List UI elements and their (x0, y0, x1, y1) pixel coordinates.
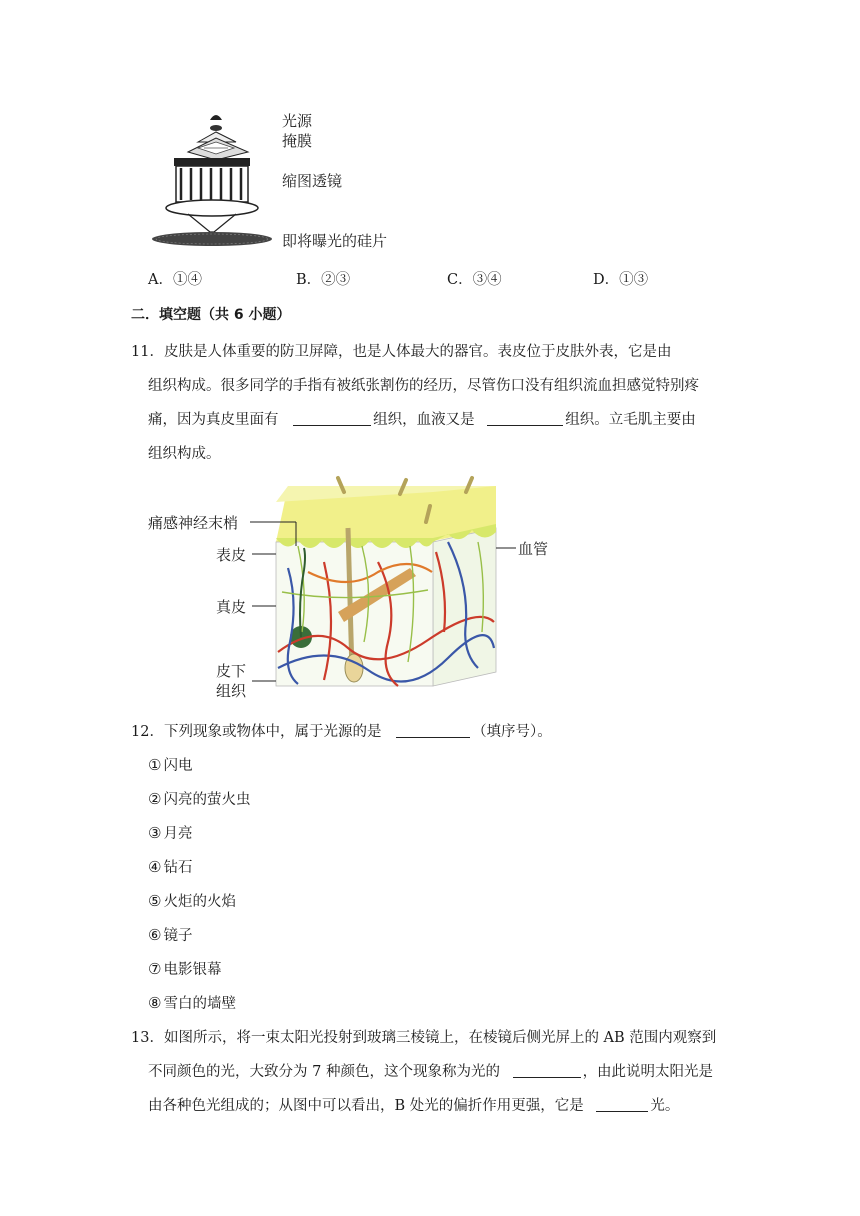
q12-item-text: 闪电 (163, 758, 193, 774)
q12-blank[interactable] (396, 723, 470, 738)
q12-item-number: ⑦ (148, 960, 162, 978)
q13-line-2 (148, 1060, 713, 1081)
lithography-diagram (148, 108, 298, 253)
q13-line-3-part-b: 光。 (650, 1098, 680, 1114)
option-c[interactable]: C．③④ (447, 272, 502, 288)
label-reduction-lens: 缩图透镜 (282, 172, 343, 190)
q12-item-number: ⑥ (148, 926, 162, 944)
q12-item-text: 电影银幕 (163, 962, 222, 978)
q12-item-text: 月亮 (163, 826, 193, 842)
label-subcutaneous-1: 皮下 (216, 662, 247, 680)
q11-line-1: 11．皮肤是人体重要的防卫屏障，也是人体最大的器官。表皮位于皮肤外表，它是由 (131, 344, 672, 360)
q13-line-3 (148, 1094, 679, 1115)
label-blood-vessel: 血管 (518, 540, 549, 558)
q12-item-number: ① (148, 756, 162, 774)
q12-item-3 (148, 822, 192, 843)
q13-line-2-part-a: 不同颜色的光，大致分为 7 种颜色，这个现象称为光的 (148, 1064, 500, 1080)
q11-blank-2[interactable] (487, 411, 563, 426)
option-a[interactable]: A．①④ (148, 272, 202, 288)
q12-item-7 (148, 958, 221, 979)
label-epidermis: 表皮 (216, 546, 247, 564)
q13-blank-2[interactable] (596, 1097, 648, 1112)
option-d[interactable]: D．①③ (593, 272, 649, 288)
skin-diagram (148, 472, 568, 704)
label-mask: 掩膜 (282, 132, 313, 150)
q12-item-text: 钻石 (163, 860, 193, 876)
label-dermis: 真皮 (216, 598, 247, 616)
q10-options (148, 268, 768, 292)
q12-item-text: 雪白的墙壁 (163, 996, 236, 1012)
q11-line-3-part-b: 组织，血液又是 (373, 412, 475, 428)
label-pain-nerve-ending: 痛感神经末梢 (148, 514, 239, 532)
q12-item-4 (148, 856, 192, 877)
q12-item-text: 闪亮的萤火虫 (163, 792, 251, 808)
section-heading: 二．填空题（共 6 小题） (131, 307, 291, 323)
q12-item-number: ② (148, 790, 162, 808)
q11-line-3-part-c: 组织。立毛肌主要由 (565, 412, 696, 428)
skin-figure (148, 472, 568, 704)
q12-item-number: ③ (148, 824, 162, 842)
q13-line-3-part-a: 由各种色光组成的；从图中可以看出，B 处光的偏折作用更强，它是 (148, 1098, 584, 1114)
q12-item-number: ④ (148, 858, 162, 876)
q13-line-1: 13．如图所示，将一束太阳光投射到玻璃三棱镜上，在棱镜后侧光屏上的 AB 范围内观察到 (131, 1030, 717, 1046)
option-b[interactable]: B．②③ (296, 272, 351, 288)
q12-item-number: ⑤ (148, 892, 162, 910)
label-light-source: 光源 (282, 112, 313, 130)
q12-item-8 (148, 992, 236, 1013)
q12-item-text: 镜子 (163, 928, 193, 944)
q12-stem-part-a: 12．下列现象或物体中，属于光源的是 (131, 724, 382, 740)
q12-item-2 (148, 788, 250, 809)
label-silicon-wafer: 即将曝光的硅片 (282, 232, 388, 250)
q12-item-text: 火炬的火焰 (163, 894, 236, 910)
q13-blank-1[interactable] (513, 1063, 581, 1078)
label-subcutaneous-2: 组织 (216, 682, 247, 700)
q12-item-1 (148, 754, 192, 775)
q11-line-3-part-a: 痛，因为真皮里面有 (148, 412, 279, 428)
q11-line-4: 组织构成。 (148, 446, 221, 462)
q12-item-number: ⑧ (148, 994, 162, 1012)
q12-item-6 (148, 924, 192, 945)
q11-line-2: 组织构成。很多同学的手指有被纸张割伤的经历，尽管伤口没有组织流血担感觉特别疼 (148, 378, 699, 394)
q11-line-3 (148, 408, 696, 429)
q12-stem (131, 720, 552, 741)
q12-item-5 (148, 890, 236, 911)
lithography-figure (148, 108, 398, 258)
q11-blank-1[interactable] (293, 411, 371, 426)
q13-line-2-part-b: ，由此说明太阳光是 (582, 1064, 714, 1080)
q12-stem-part-b: （填序号）。 (472, 724, 552, 740)
